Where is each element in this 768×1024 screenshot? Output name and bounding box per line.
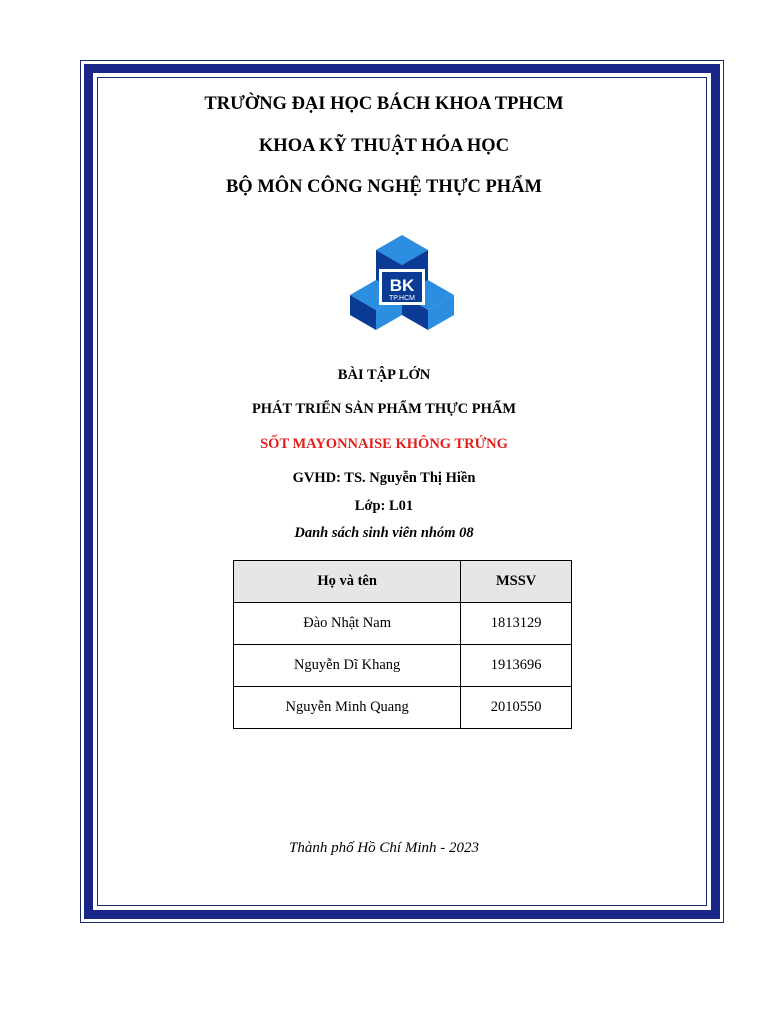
assignment-type: BÀI TẬP LỚN	[337, 367, 431, 383]
member-name: Đào Nhật Nam	[234, 603, 461, 645]
table-row	[234, 603, 572, 645]
place-and-year: Thành phố Hồ Chí Minh - 2023	[288, 840, 479, 856]
faculty-name: KHOA KỸ THUẬT HÓA HỌC	[258, 136, 510, 156]
table-row	[234, 645, 572, 687]
department-name: BỘ MÔN CÔNG NGHỆ THỰC PHẨM	[225, 177, 543, 197]
class-code: Lớp: L01	[354, 498, 414, 514]
university-name: TRƯỜNG ĐẠI HỌC BÁCH KHOA TPHCM	[204, 94, 564, 114]
member-id: 1813129	[461, 603, 572, 645]
course-name: PHÁT TRIỂN SẢN PHẨM THỰC PHẨM	[251, 401, 517, 417]
logo-city-text: TP.HCM	[389, 295, 415, 302]
column-header-id: MSSV	[461, 561, 572, 603]
member-name: Nguyễn Minh Quang	[234, 687, 461, 729]
member-name: Nguyễn Dĩ Khang	[234, 645, 461, 687]
university-logo	[349, 233, 455, 331]
members-table	[233, 560, 572, 729]
topic-title: SỐT MAYONNAISE KHÔNG TRỨNG	[260, 436, 508, 452]
column-header-name: Họ và tên	[234, 561, 461, 603]
logo-bk-text: BK	[389, 276, 415, 295]
table-row	[234, 687, 572, 729]
member-id: 2010550	[461, 687, 572, 729]
advisor: GVHD: TS. Nguyễn Thị Hiền	[292, 470, 476, 486]
table-header-row	[234, 561, 572, 603]
member-id: 1913696	[461, 645, 572, 687]
page-border-inner	[97, 77, 707, 906]
group-caption: Danh sách sinh viên nhóm 08	[294, 525, 474, 541]
